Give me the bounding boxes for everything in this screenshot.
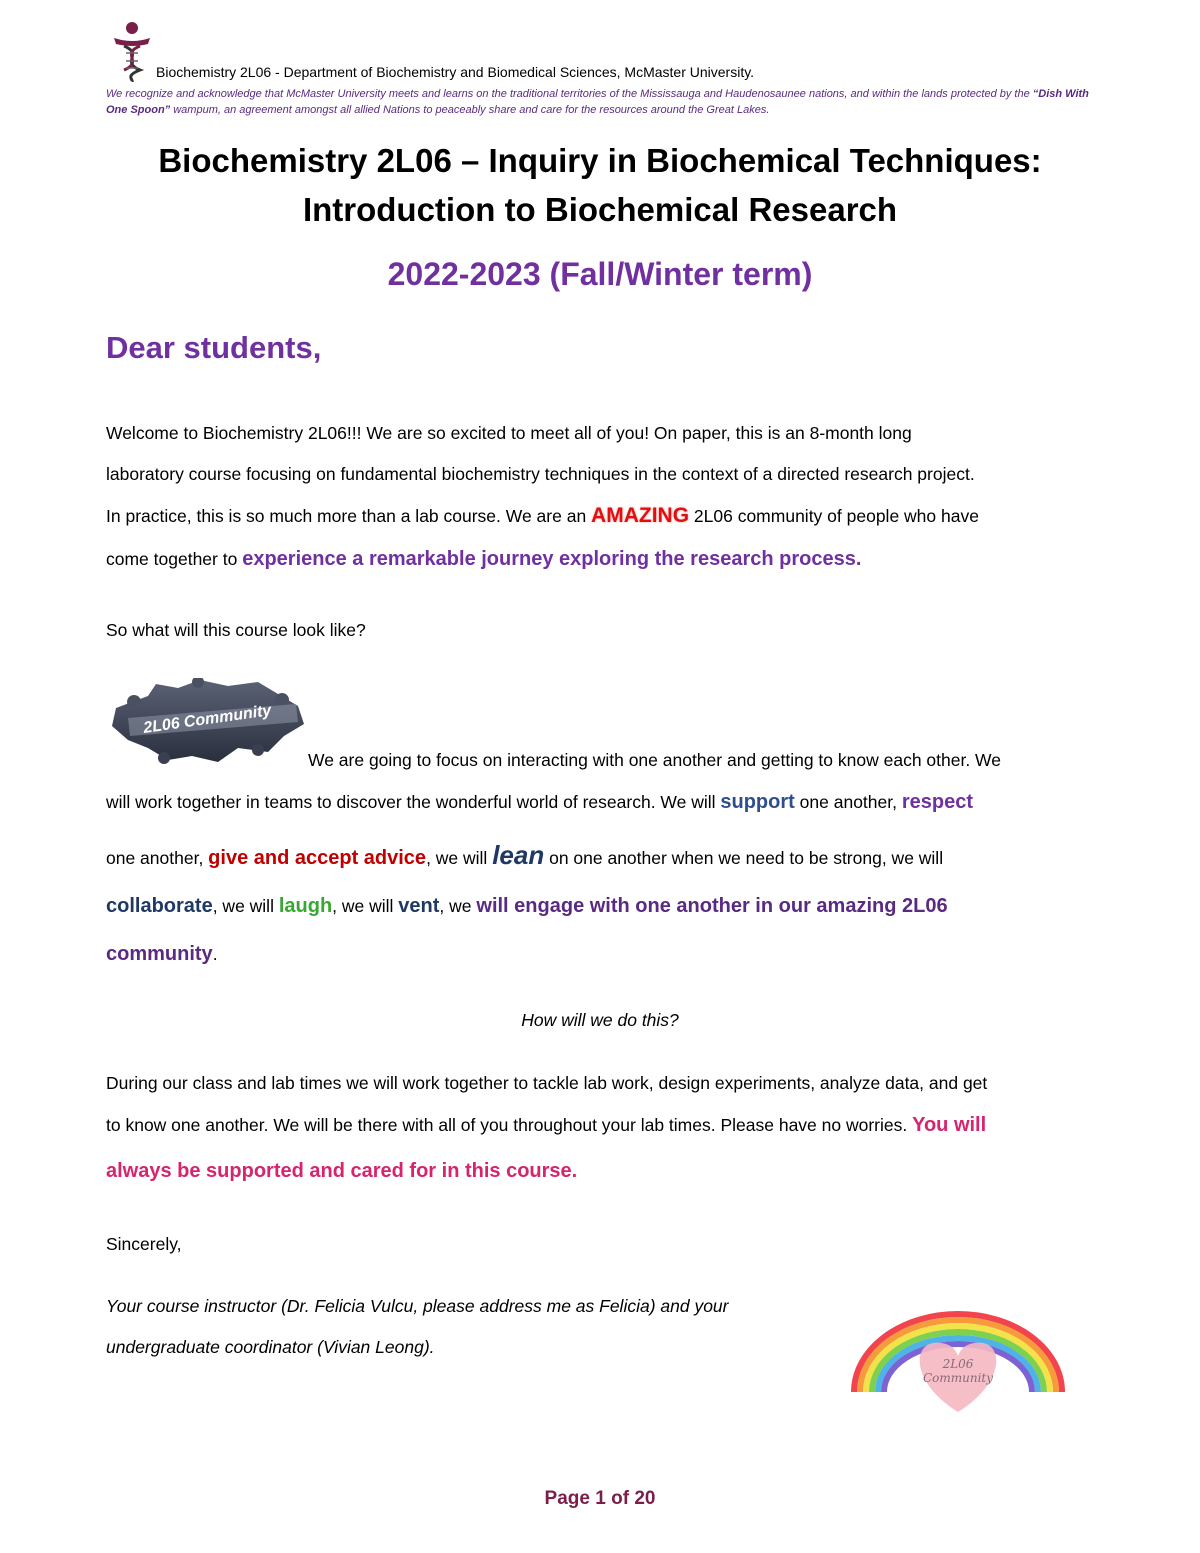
rainbow-heart-image xyxy=(846,1310,1070,1440)
p2-line-5 xyxy=(106,943,218,966)
p2-text: one another, xyxy=(106,848,209,868)
rainbow-label-2: Community xyxy=(922,1371,994,1385)
journey-phrase: experience a remarkable journey exploring the research process. xyxy=(242,548,862,570)
question-text: So what will this course look like? xyxy=(106,620,366,640)
puzzle-community-image xyxy=(108,678,306,766)
how-question: How will we do this? xyxy=(521,1010,679,1030)
p2-text: , we xyxy=(439,896,477,916)
engage-phrase: will engage with one another in our amazing 2L06 xyxy=(476,895,948,917)
department-logo-icon xyxy=(104,20,160,82)
p2-text: one another, xyxy=(794,792,902,812)
sincerely-text: Sincerely, xyxy=(106,1234,182,1254)
amazing-word: AMAZING xyxy=(591,504,690,527)
p1-line-2: laboratory course focusing on fundamental biochemistry techniques in the context of a directed research project. xyxy=(106,464,975,484)
p2-text: . xyxy=(212,944,218,964)
page-prefix: Page xyxy=(544,1488,596,1509)
term-heading: 2022-2023 (Fall/Winter term) xyxy=(387,256,813,292)
lean-word: lean xyxy=(492,840,545,870)
signature-line-2: undergraduate coordinator (Vivian Leong). xyxy=(106,1337,435,1357)
p3-line-2 xyxy=(106,1114,986,1137)
header-course-line: Biochemistry 2L06 - Department of Biochemistry and Biomedical Sciences, McMaster University. xyxy=(156,64,755,80)
p1-text: come together to xyxy=(106,549,243,569)
page-current: 1 xyxy=(595,1488,606,1509)
p2-line-2 xyxy=(106,791,973,814)
ack-dish-with-one-spoon: “Dish With One Spoon” xyxy=(106,88,1089,116)
page-title-line-2: Introduction to Biochemical Research xyxy=(302,191,898,228)
puzzle-label: 2L06 Community xyxy=(142,702,273,737)
p2-line-3 xyxy=(106,840,943,871)
p1-line-3 xyxy=(106,504,979,528)
p2-line-1: We are going to focus on interacting with one another and getting to know each other. We xyxy=(308,750,1001,770)
laugh-word: laugh xyxy=(278,895,333,917)
signature-line-1: Your course instructor (Dr. Felicia Vulcu, please address me as Felicia) and your xyxy=(106,1296,729,1316)
community-word: community xyxy=(106,943,213,965)
page-title-line-1: Biochemistry 2L06 – Inquiry in Biochemical Techniques: xyxy=(158,142,1042,179)
support-word: support xyxy=(720,791,795,813)
p1-line-4 xyxy=(106,548,861,571)
p2-text: , we will xyxy=(426,848,493,868)
p2-text: , we will xyxy=(332,896,399,916)
vent-word: vent xyxy=(398,895,440,917)
p2-text: will work together in teams to discover the wonderful world of research. We will xyxy=(106,792,721,812)
page-of: of xyxy=(605,1488,635,1509)
page-total: 20 xyxy=(634,1488,656,1509)
land-acknowledgement xyxy=(106,86,1096,118)
respect-word: respect xyxy=(901,791,974,813)
greeting-heading: Dear students, xyxy=(106,330,322,365)
rainbow-label-1: 2L06 xyxy=(942,1357,974,1371)
advice-phrase: give and accept advice xyxy=(208,847,427,869)
p3-line-1: During our class and lab times we will work together to tackle lab work, design experiments, analyze data, and get xyxy=(106,1073,988,1093)
support-phrase-end: always be supported and cared for in this course. xyxy=(106,1160,578,1182)
p3-text: to know one another. We will be there with all of you throughout your lab times. Please have no worries. xyxy=(106,1115,913,1135)
p2-text: on one another when we need to be strong, we will xyxy=(544,848,944,868)
page-number xyxy=(0,1488,1200,1510)
p1-text: 2L06 community of people who have xyxy=(689,506,979,526)
p3-line-3 xyxy=(106,1160,577,1183)
ack-text-1: We recognize and acknowledge that McMaster University meets and learns on the traditional territories of the Mississauga and Haudenosaunee nations, and within the lands protected by the xyxy=(106,88,1033,100)
ack-text-2: wampum, an agreement amongst all allied Nations to peaceably share and care for the resources around the Great Lakes. xyxy=(170,104,770,116)
collaborate-word: collaborate xyxy=(106,895,213,917)
p2-line-4 xyxy=(106,895,948,918)
p2-text: , we will xyxy=(212,896,279,916)
p1-line-1: Welcome to Biochemistry 2L06!!! We are so excited to meet all of you! On paper, this is an 8-month long xyxy=(106,423,912,443)
support-phrase-start: You will xyxy=(912,1114,987,1136)
p1-text: In practice, this is so much more than a lab course. We are an xyxy=(106,506,592,526)
